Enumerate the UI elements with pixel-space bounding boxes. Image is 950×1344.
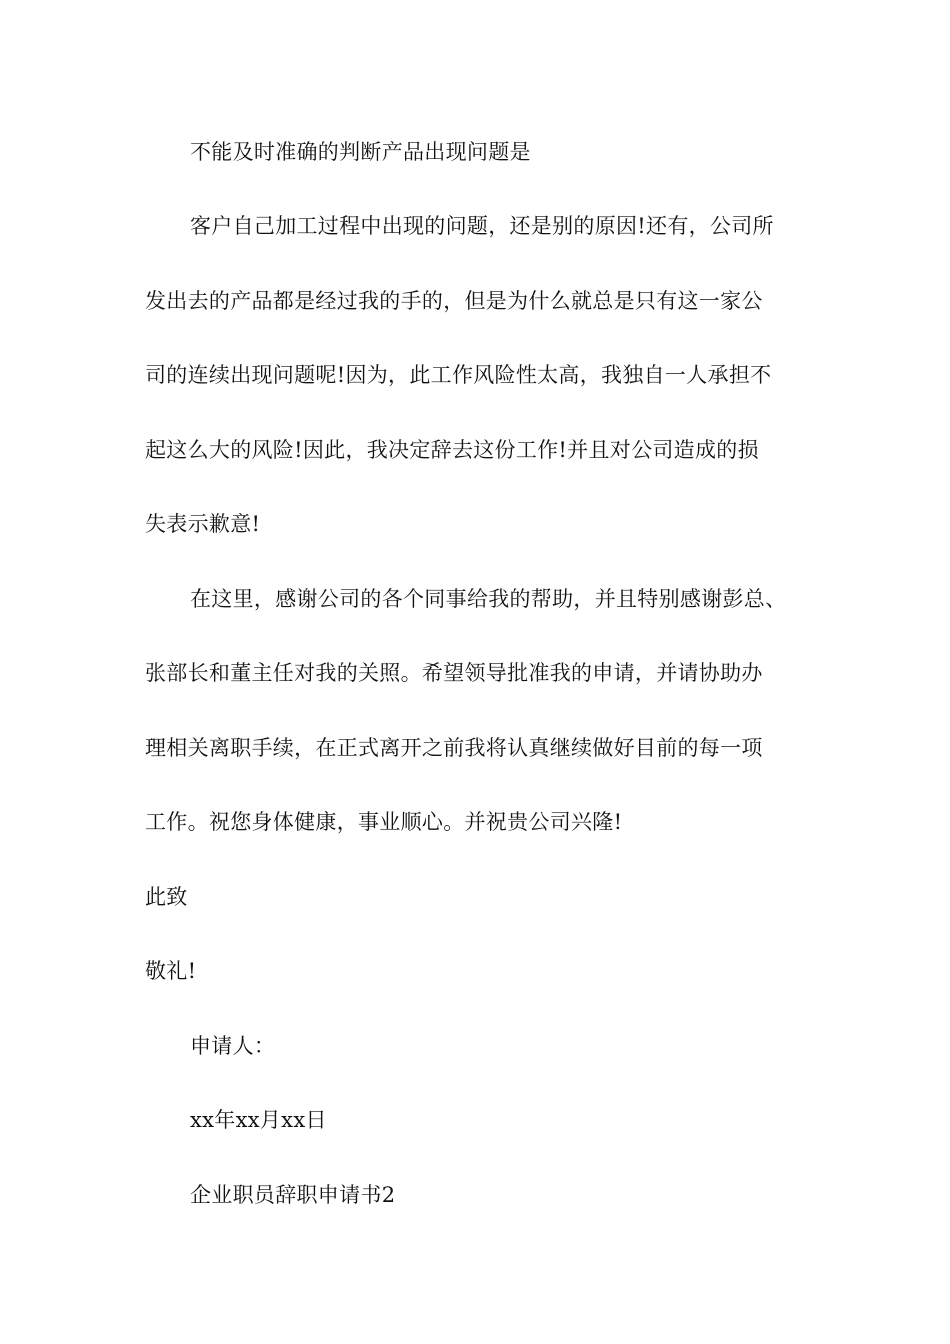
paragraph-line-6: 失表示歉意! — [145, 512, 261, 536]
next-section-title: 企业职员辞职申请书2 — [190, 1183, 396, 1207]
paragraph-line-8: 张部长和董主任对我的关照。希望领导批准我的申请，并请协助办 — [145, 661, 763, 685]
paragraph-line-1: 不能及时准确的判断产品出现问题是 — [190, 140, 531, 164]
closing-salutation: 此致 — [145, 885, 188, 909]
closing-regards: 敬礼! — [145, 959, 197, 983]
paragraph-line-5: 起这么大的风险!因此，我决定辞去这份工作!并且对公司造成的损 — [145, 438, 759, 462]
paragraph-line-7: 在这里，感谢公司的各个同事给我的帮助，并且特别感谢彭总、 — [190, 587, 787, 611]
applicant-label: 申请人： — [190, 1034, 276, 1058]
paragraph-line-10: 工作。祝您身体健康，事业顺心。并祝贵公司兴隆! — [145, 810, 623, 834]
date-line: xx年xx月xx日 — [190, 1108, 327, 1132]
paragraph-line-3: 发出去的产品都是经过我的手的，但是为什么就总是只有这一家公 — [145, 289, 763, 313]
paragraph-line-2: 客户自己加工过程中出现的问题，还是别的原因!还有，公司所 — [190, 214, 774, 238]
paragraph-line-9: 理相关离职手续，在正式离开之前我将认真继续做好目前的每一项 — [145, 736, 763, 760]
paragraph-line-4: 司的连续出现问题呢!因为，此工作风险性太高，我独自一人承担不 — [145, 363, 772, 387]
